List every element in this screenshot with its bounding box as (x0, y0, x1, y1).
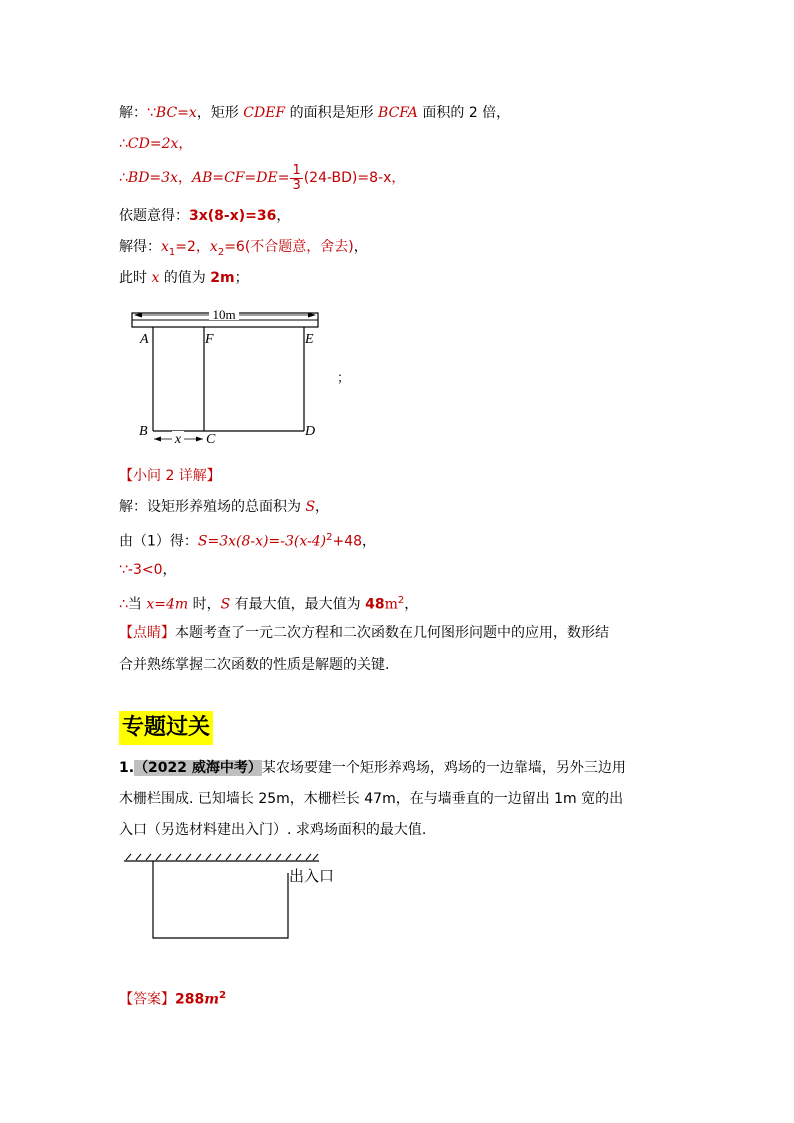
dimension-label: 10m (212, 307, 236, 322)
point-label-b: B (139, 424, 148, 439)
text-fragment: 由（1）得： (119, 533, 198, 550)
part2-line-2 (119, 528, 376, 552)
point-label-d: D (305, 424, 316, 439)
result-var: x (151, 270, 160, 286)
text-fragment: 的面积是矩形 (285, 105, 379, 121)
text-fragment: ， (162, 562, 177, 578)
x1-value: =2， (175, 239, 210, 255)
problem-text-3: 入口（另选材料建出入门）. 求鸡场面积的最大值. (119, 822, 427, 838)
bc-equation: BC=x (155, 105, 197, 121)
x2-value: =6(不合题意，舍去) (224, 239, 354, 255)
rect-cdef: CDEF (243, 105, 286, 121)
problem-line-1 (119, 758, 626, 778)
therefore-symbol: ∴ (119, 136, 128, 152)
problem-number: 1. (119, 760, 135, 776)
problem-text-1: 某农场要建一个矩形养鸡场，鸡场的一边靠墙，另外三边用 (261, 760, 626, 776)
text-fragment: ， (391, 170, 406, 186)
therefore-symbol: ∴ (119, 170, 128, 186)
ab-equation: AB=CF=DE= (191, 170, 290, 186)
x1-subscript: 1 (168, 246, 176, 258)
solution-line-2 (119, 134, 192, 154)
coefficient-inequality: -3<0 (127, 562, 163, 578)
point-label-f: F (205, 332, 214, 347)
problem-text-2: 木栅栏围成. 已知墙长 25m，木栅栏长 47m，在与墙垂直的一边留出 1m 宽的出 (119, 791, 624, 807)
x-arrow-left (154, 437, 161, 442)
answer-line (119, 986, 226, 1010)
text-fragment: 解：设矩形养殖场的总面积为 (119, 499, 306, 515)
bd-equation: BD=3x (127, 170, 178, 186)
fraction-one-third (290, 164, 302, 193)
area-equation: S=3x(8-x)=-3(x-4) (197, 533, 327, 550)
text-fragment: ， (315, 499, 330, 515)
text-fragment: 此时 (119, 270, 152, 286)
fence-outline (153, 861, 288, 938)
section-heading: 专题过关 (119, 711, 213, 745)
x-arrow-right (196, 437, 203, 442)
text-fragment: ； (234, 270, 249, 286)
chicken-coop-figure (120, 852, 350, 947)
unit-superscript: 2 (397, 595, 405, 606)
solution-intro: 解： (119, 105, 147, 121)
area-var: S (305, 499, 316, 515)
part2-line-3 (119, 560, 177, 580)
solution-line-1 (119, 103, 510, 123)
entrance-label: 出入口 (289, 867, 335, 885)
rectangle-figure-1 (125, 300, 365, 450)
solution-line-5 (119, 237, 368, 263)
text-fragment: ， (404, 596, 419, 613)
x-dimension-label: x (174, 432, 182, 447)
solve-label: 解得： (119, 239, 161, 255)
problem-line-3 (119, 820, 426, 840)
text-fragment: 的值为 (159, 270, 211, 286)
square-superscript: 2 (326, 532, 333, 543)
solution-line-6 (119, 268, 249, 288)
point-label-c: C (206, 432, 216, 447)
cd-equation: CD=2x (127, 136, 179, 152)
problem-source-tag: （2022 威海中考） (134, 760, 262, 776)
text-fragment: ， (177, 170, 192, 186)
answer-superscript: 2 (219, 990, 227, 1001)
answer-unit: m (204, 991, 220, 1008)
comment-line-2 (119, 655, 389, 675)
setup-label: 依题意得： (119, 208, 189, 224)
x1-var: x (161, 239, 169, 255)
point-label-a: A (140, 332, 149, 347)
comment-tag: 【点睛】 (119, 625, 175, 641)
text-fragment: ， (178, 136, 193, 152)
comment-text-1: 本题考查了一元二次方程和二次函数在几何图形问题中的应用，数形结 (175, 625, 609, 641)
text-fragment: ， (362, 533, 377, 550)
area-var: S (220, 596, 231, 613)
result-value: 2m (210, 270, 235, 286)
x2-subscript: 2 (217, 246, 225, 258)
text-fragment: 有最大值，最大值为 (230, 596, 366, 613)
because-symbol: ∵ (119, 562, 128, 578)
area-equation-tail: +48 (332, 533, 363, 550)
text-fragment: 时， (188, 596, 221, 613)
comment-line-1 (119, 623, 609, 643)
solution-line-3 (119, 163, 405, 193)
setup-equation: 3x(8-x)=36 (189, 208, 277, 224)
part2-line-4 (119, 591, 418, 615)
comment-text-2: 合并熟练掌握二次函数的性质是解题的关键. (119, 657, 390, 673)
wall-hatching (126, 854, 318, 860)
text-fragment: ，矩形 (196, 105, 244, 121)
max-value: 48 (365, 596, 385, 613)
fraction-denominator: 3 (292, 177, 301, 193)
fraction-numerator: 1 (292, 162, 301, 178)
text-fragment: ， (276, 208, 291, 224)
because-symbol: ∵ (147, 105, 156, 121)
x2-var: x (209, 239, 218, 255)
therefore-symbol: ∴ (119, 596, 128, 613)
answer-value: 288 (175, 991, 205, 1008)
part2-line-1 (119, 497, 329, 517)
problem-line-2 (119, 789, 623, 809)
x-at-max: x=4m (146, 596, 189, 613)
part2-header: 【小问 2 详解】 (119, 468, 221, 484)
point-label-e: E (305, 332, 314, 347)
text-fragment: 当 (127, 596, 147, 613)
text-fragment: ， (353, 239, 368, 255)
figure-trailing-mark: ； (337, 370, 351, 385)
max-value-unit: m (384, 596, 398, 613)
answer-tag: 【答案】 (119, 991, 175, 1008)
rect-bcfa: BCFA (378, 105, 418, 121)
solution-line-4 (119, 206, 290, 226)
text-fragment: 面积的 2 倍， (417, 105, 511, 121)
ab-tail: (24-BD)=8-x (303, 170, 392, 186)
